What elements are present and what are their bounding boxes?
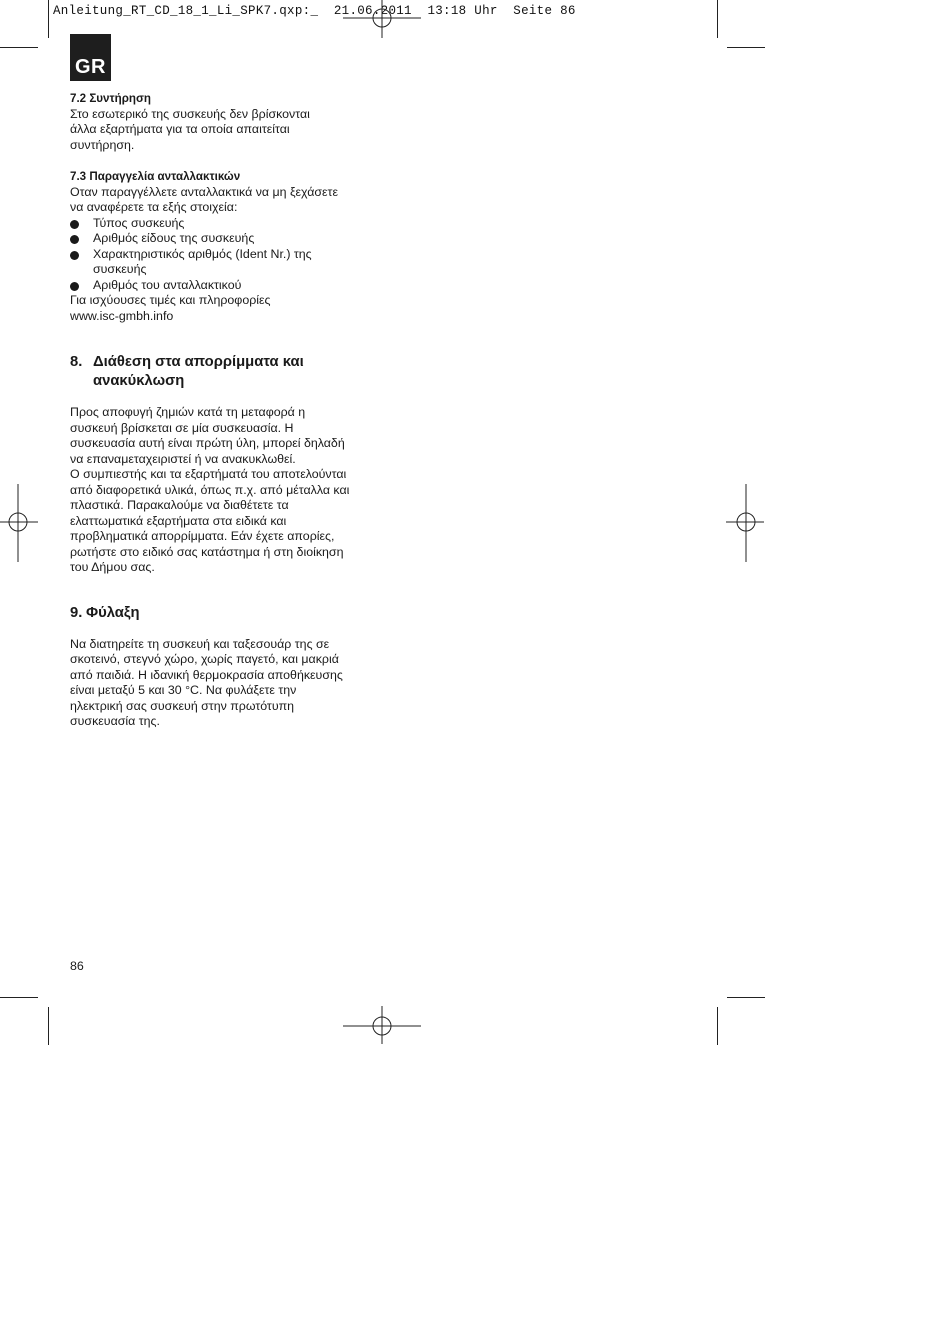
page-content: [70, 91, 380, 730]
section-7-3-intro: Οταν παραγγέλλετε ανταλλακτικά να μη ξεχάσετε να αναφέρετε τα εξής στοιχεία:: [70, 184, 338, 214]
list-item: Αριθμός του ανταλλακτικού: [70, 278, 380, 294]
registration-mark-bottom-icon: [343, 1006, 423, 1046]
section-9-number: 9.: [70, 604, 83, 621]
crop-mark-top-right-v: [717, 0, 718, 38]
page-number: 86: [70, 959, 84, 973]
spare-parts-list: [70, 216, 380, 294]
section-9: [70, 604, 380, 730]
language-badge: GR: [70, 34, 111, 81]
crop-mark-top-left-v: [48, 0, 49, 38]
registration-mark-right-icon: [726, 484, 766, 564]
registration-mark-top-icon: [343, 0, 423, 40]
section-7-2-heading: 7.2 Συντήρηση: [70, 92, 152, 105]
section-8-number: 8.: [70, 354, 83, 370]
list-item: Χαρακτηριστικός αριθμός (Ident Nr.) της συσκευής: [70, 247, 380, 278]
section-8-title: Διάθεση στα απορρίμματα και ανακύκλωση: [93, 354, 304, 389]
website-url: www.isc-gmbh.info: [70, 308, 174, 323]
section-9-title: Φύλαξη: [86, 604, 140, 621]
crop-mark-top-left-h: [0, 47, 38, 48]
crop-mark-bottom-right-v: [717, 1007, 718, 1045]
list-item: Τύπος συσκευής: [70, 216, 380, 232]
section-7-3-outro: Για ισχύουσες τιμές και πληροφορίες www.isc-gmbh.info: [70, 293, 271, 323]
list-item: Αριθμός είδους της συσκευής: [70, 231, 380, 247]
section-8-body: Προς αποφυγή ζημιών κατά τη μεταφορά η συσκευή βρίσκεται σε μία συσκευασία. Η συσκευασία αυτή είναι πρώτη ύλη, μπορεί δηλαδή να επαναμεταχειριστεί ή να ανακυκλωθεί. Ο συμπιεστής και τα εξαρτήματά του αποτελούνται από διαφορετικά υλικά, όπως π.χ. από μέταλλα και πλαστικά. Παρακαλούμε να διαθέτετε τα ελαττωματικά εξαρτήματα στα ειδικά και προβληματικά απορρίμματα. Εάν έχετε απορίες, ρωτήστε στο ειδικό σας κατάστημα ή στη διοίκηση του Δήμου σας.: [70, 405, 350, 574]
crop-mark-bottom-right-h: [727, 997, 765, 998]
print-slug: Anleitung_RT_CD_18_1_Li_SPK7.qxp:_ 21.06.2011 13:18 Uhr Seite 86: [53, 4, 576, 18]
crop-mark-bottom-left-h: [0, 997, 38, 998]
section-7-2: [70, 91, 380, 153]
crop-mark-bottom-left-v: [48, 1007, 49, 1045]
section-7-3-heading: 7.3 Παραγγελία ανταλλακτικών: [70, 170, 241, 183]
section-8: [70, 353, 380, 576]
registration-mark-left-icon: [0, 484, 40, 564]
section-9-heading: [70, 604, 380, 623]
section-7-2-body: Στο εσωτερικό της συσκευής δεν βρίσκονται άλλα εξαρτήματα για τα οποία απαιτείται συντήρηση.: [70, 106, 310, 152]
crop-mark-top-right-h: [727, 47, 765, 48]
section-7-3: [70, 169, 380, 324]
section-9-body: Να διατηρείτε τη συσκευή και ταξεσουάρ της σε σκοτεινό, στεγνό χώρο, χωρίς παγετό, και μακριά από παιδιά. Η ιδανική θερμοκρασία αποθήκευσης είναι μεταξύ 5 και 30 °C. Να φυλάξετε την ηλεκτρική σας συσκευή στην πρωτότυπη συσκευασία της.: [70, 636, 343, 728]
section-8-heading: [70, 353, 380, 391]
